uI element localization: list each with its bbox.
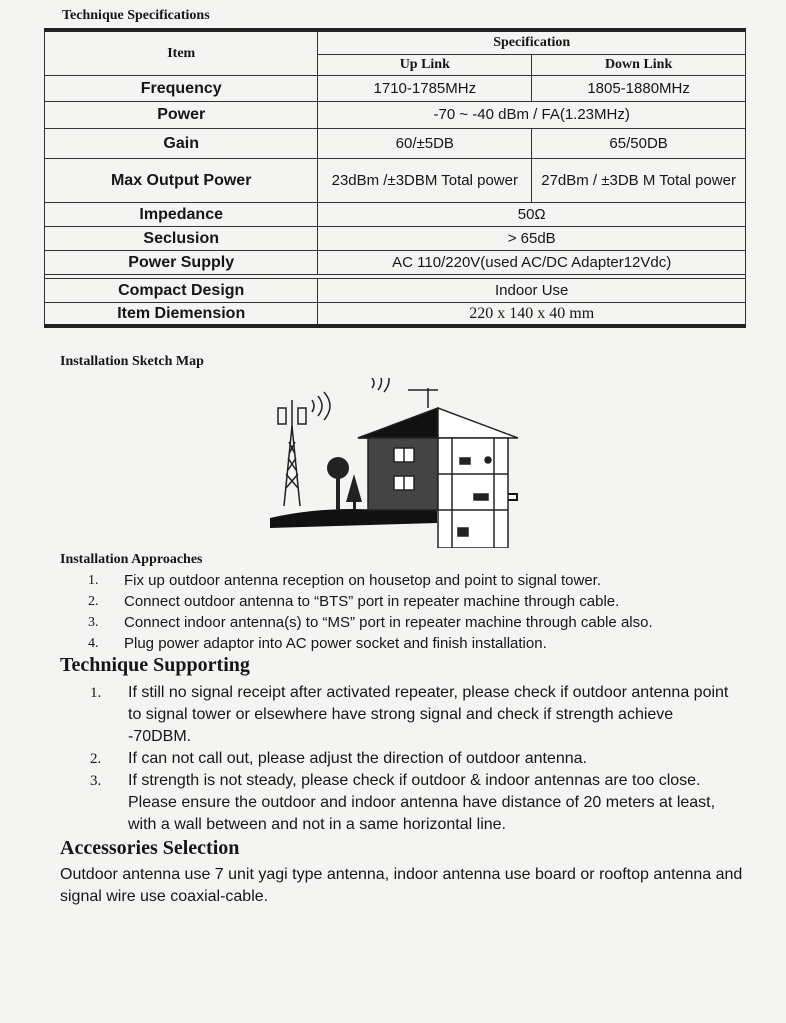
- row-value: 50Ω: [318, 202, 746, 226]
- row-down-value: 65/50DB: [532, 128, 746, 158]
- list-text: Connect outdoor antenna to “BTS” port in repeater machine through cable.: [124, 593, 620, 610]
- header-up-link: Up Link: [318, 54, 532, 75]
- row-label: Power Supply: [45, 250, 318, 274]
- table-row: [45, 75, 746, 101]
- accessories-selection-heading: Accessories Selection: [60, 837, 240, 859]
- row-value: AC 110/220V(used AC/DC Adapter12Vdc): [318, 250, 746, 274]
- table-row: [45, 226, 746, 250]
- ground-shape: [270, 509, 437, 528]
- installation-approaches-heading: Installation Approaches: [60, 552, 203, 567]
- row-value: -70 ~ -40 dBm / FA(1.23MHz): [318, 101, 746, 128]
- table-row: [45, 278, 746, 302]
- list-text: If still no signal receipt after activated repeater, please check if outdoor antenna point to signal tower or elsewhere have strong signal and check if strength achieve -70DBM.: [128, 684, 729, 745]
- row-up-value: 23dBm /±3DBM Total power: [318, 158, 532, 202]
- table-row: [45, 250, 746, 274]
- row-label: Power: [45, 101, 318, 128]
- header-specification: Specification: [318, 30, 746, 54]
- list-text: Connect indoor antenna(s) to “MS” port in repeater machine through cable also.: [124, 614, 653, 631]
- row-label: Seclusion: [45, 226, 318, 250]
- row-down-value: 1805-1880MHz: [532, 75, 746, 101]
- install-sketch-heading: Installation Sketch Map: [60, 354, 204, 369]
- table-row: [45, 202, 746, 226]
- list-item: [90, 770, 740, 836]
- list-item: [88, 591, 748, 612]
- header-item: Item: [45, 30, 318, 75]
- tree-icon: [327, 457, 362, 510]
- list-number: 1.: [88, 572, 99, 588]
- technique-supporting-heading: Technique Supporting: [60, 654, 250, 676]
- row-value: Indoor Use: [318, 278, 746, 302]
- table-row: [45, 302, 746, 326]
- list-number: 3.: [88, 614, 99, 630]
- list-number: 4.: [88, 635, 99, 651]
- row-label: Impedance: [45, 202, 318, 226]
- list-item: [88, 612, 748, 633]
- list-item: [88, 633, 748, 654]
- list-number: 2.: [88, 593, 99, 609]
- installation-sketch-illustration: [262, 378, 524, 548]
- list-text: Fix up outdoor antenna reception on housetop and point to signal tower.: [124, 572, 602, 589]
- row-down-value: 27dBm / ±3DB M Total power: [532, 158, 746, 202]
- header-down-link: Down Link: [532, 54, 746, 75]
- spec-table: [44, 28, 746, 328]
- row-up-value: 60/±5DB: [318, 128, 532, 158]
- row-label: Frequency: [45, 75, 318, 101]
- row-label: Item Diemension: [45, 302, 318, 326]
- list-item: [88, 570, 748, 591]
- list-text: If strength is not steady, please check if outdoor & indoor antennas are too close. Please ensure the outdoor and indoor antenna have distance of 20 meters at least, with a wall between and not in a same horizontal line.: [128, 772, 716, 833]
- list-text: Plug power adaptor into AC power socket and finish installation.: [124, 635, 547, 652]
- list-item: [90, 748, 740, 770]
- list-number: 2.: [90, 751, 102, 767]
- table-row: [45, 101, 746, 128]
- row-up-value: 1710-1785MHz: [318, 75, 532, 101]
- list-item: [90, 682, 740, 748]
- technique-supporting-list: [90, 682, 740, 836]
- table-row: [45, 158, 746, 202]
- row-label: Gain: [45, 128, 318, 158]
- row-value: 220 x 140 x 40 mm: [318, 302, 746, 326]
- signal-tower-icon: [278, 392, 330, 506]
- installation-approaches-list: [88, 570, 748, 654]
- row-label: Compact Design: [45, 278, 318, 302]
- list-number: 1.: [90, 685, 102, 701]
- list-number: 3.: [90, 773, 102, 789]
- row-value: > 65dB: [318, 226, 746, 250]
- accessories-selection-text: Outdoor antenna use 7 unit yagi type antenna, indoor antenna use board or rooftop antenna and signal wire use coaxial-cable.: [60, 866, 743, 905]
- list-text: If can not call out, please adjust the direction of outdoor antenna.: [128, 750, 587, 767]
- row-label: Max Output Power: [45, 158, 318, 202]
- spec-heading: Technique Specifications: [62, 8, 210, 23]
- table-row: [45, 128, 746, 158]
